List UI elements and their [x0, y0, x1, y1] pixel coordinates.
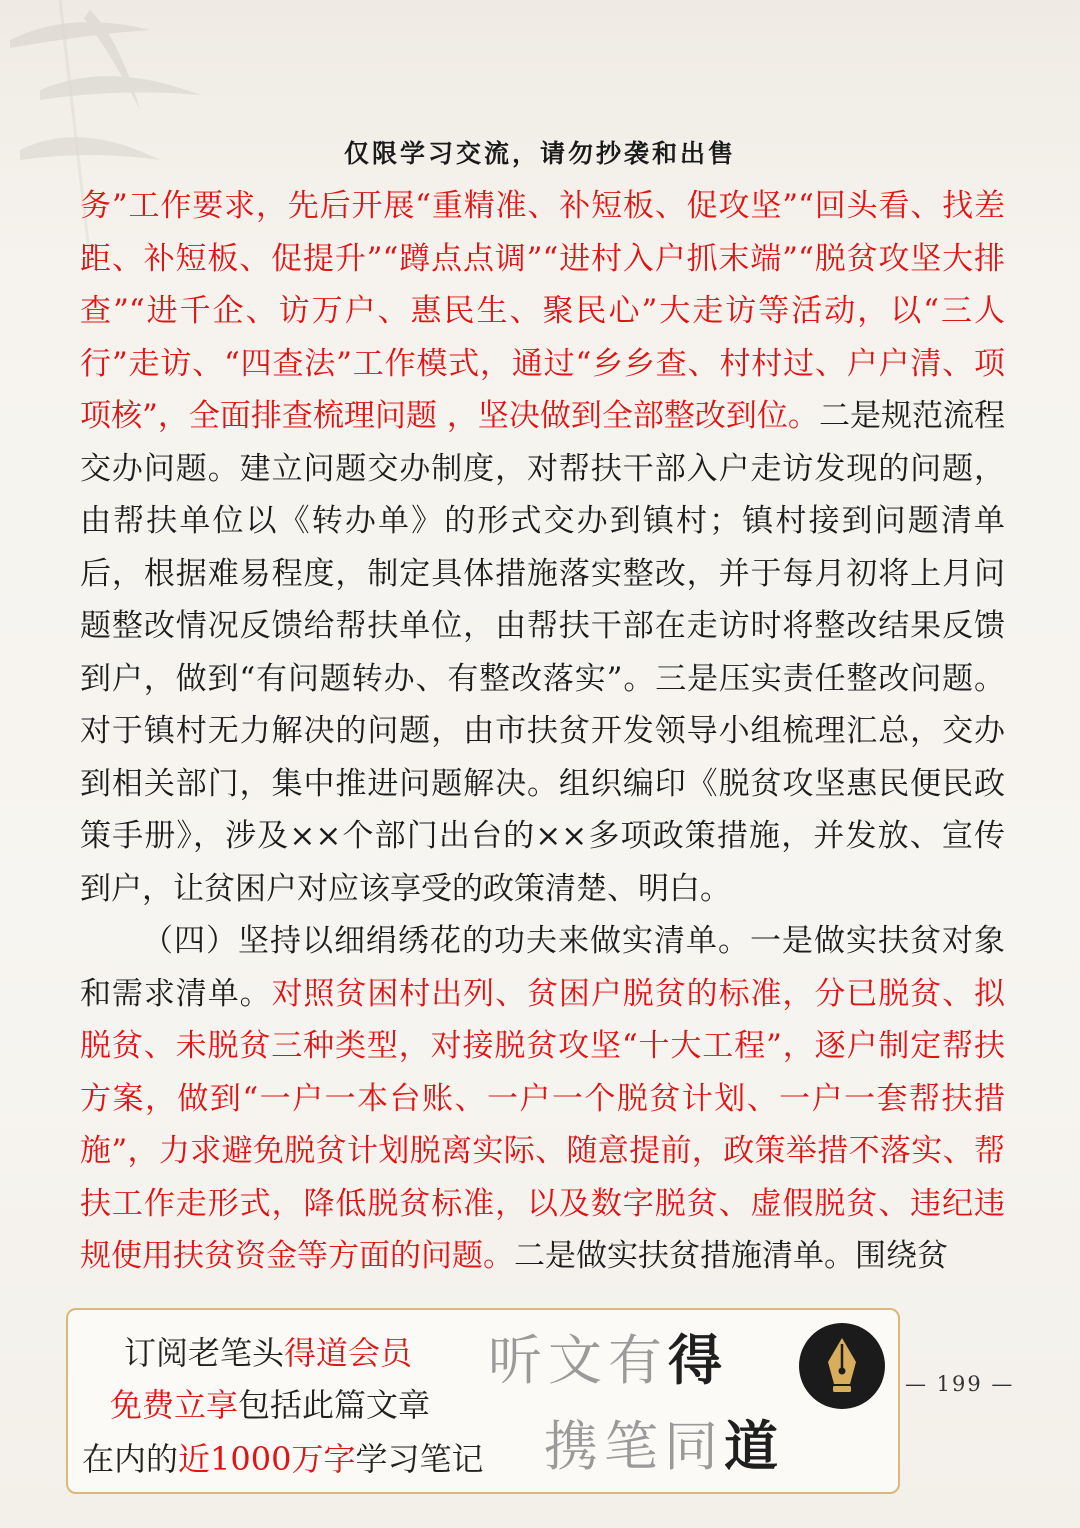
banner-text-highlighted: 免费立享 [110, 1386, 239, 1424]
text-segment-highlighted: 对照贫困村出列、贫困户脱贫的标准，分已脱贫、拟脱贫、未脱贫三种类型，对接脱贫攻坚“十大工程”，逐户制定帮扶方案，做到“一户一本台账、一户一个脱贫计划、一户一套帮扶措施”，力求避免脱贫计划脱离实际、随意提前，政策举措不落实、帮扶工作走形式，降低脱贫标准，以及数字脱贫、虚假脱贫、违纪违规使用扶贫资金等方面的问题。 [80, 975, 1006, 1274]
banner-text: 学习笔记 [355, 1440, 484, 1478]
slogan-text: 携笔同 [544, 1415, 724, 1478]
text-segment-highlighted: 务”工作要求，先后开展“重精准、补短板、促攻坚”“回头看、找差距、补短板、促提升”“蹲点点调”“进村入户抓末端”“脱贫攻坚大排查”“进千企、访万户、惠民生、聚民心”大走访等活动，以“三人行”走访、“四查法”工作模式，通过“乡乡查、村村过、户户清、项项核”，全面排查梳理问题 ，坚决做到全部整改到位。 [80, 188, 1005, 434]
banner-text-highlighted: 得道会员 [284, 1334, 413, 1372]
slogan-text: 听文有 [488, 1329, 668, 1392]
membership-banner[interactable] [66, 1308, 900, 1494]
slogan-text-bold: 得 [668, 1328, 728, 1392]
banner-text-highlighted: 近1000万字 [178, 1440, 356, 1478]
banner-line-1 [124, 1328, 412, 1374]
banner-text: 包括此篇文章 [238, 1386, 431, 1424]
banner-text: 在内的 [82, 1440, 179, 1478]
banner-text: 订阅老笔头 [124, 1334, 285, 1372]
text-segment: 二是做实扶贫措施清单。围绕贫 [514, 1238, 948, 1274]
banner-slogan-2 [544, 1404, 784, 1481]
slogan-text-bold: 道 [724, 1414, 784, 1478]
banner-line-3 [82, 1434, 483, 1480]
fountain-pen-nib-icon [798, 1322, 886, 1410]
page-number: — 199 — [905, 1372, 1015, 1396]
paragraph-2 [80, 915, 1005, 1283]
banner-slogan-1 [488, 1318, 728, 1395]
text-segment: 二是规范流程交办问题。建立问题交办制度，对帮扶干部入户走访发现的问题，由帮扶单位以《转办单》的形式交办到镇村；镇村接到问题清单后，根据难易程度，制定具体措施落实整改，并于每月初将上月问题整改情况反馈给帮扶单位，由帮扶干部在走访时将整改结果反馈到户，做到“有问题转办、有整改落实”。三是压实责任整改问题。对于镇村无力解决的问题，由市扶贫开发领导小组梳理汇总，交办到相关部门，集中推进问题解决。组织编印《脱贫攻坚惠民便民政策手册》，涉及××个部门出台的××多项政策措施，并发放、宣传到户，让贫困户对应该享受的政策清楚、明白。 [80, 398, 1006, 907]
page-header-notice: 仅限学习交流，请勿抄袭和出售 [343, 139, 736, 168]
document-body [80, 180, 1005, 1283]
text-segment: （四）坚持以细绢绣花的功夫来做实清单。一是做实扶贫对象和需求清单。 [80, 923, 1005, 1012]
banner-line-2 [110, 1380, 430, 1426]
paragraph-1 [80, 180, 1005, 915]
